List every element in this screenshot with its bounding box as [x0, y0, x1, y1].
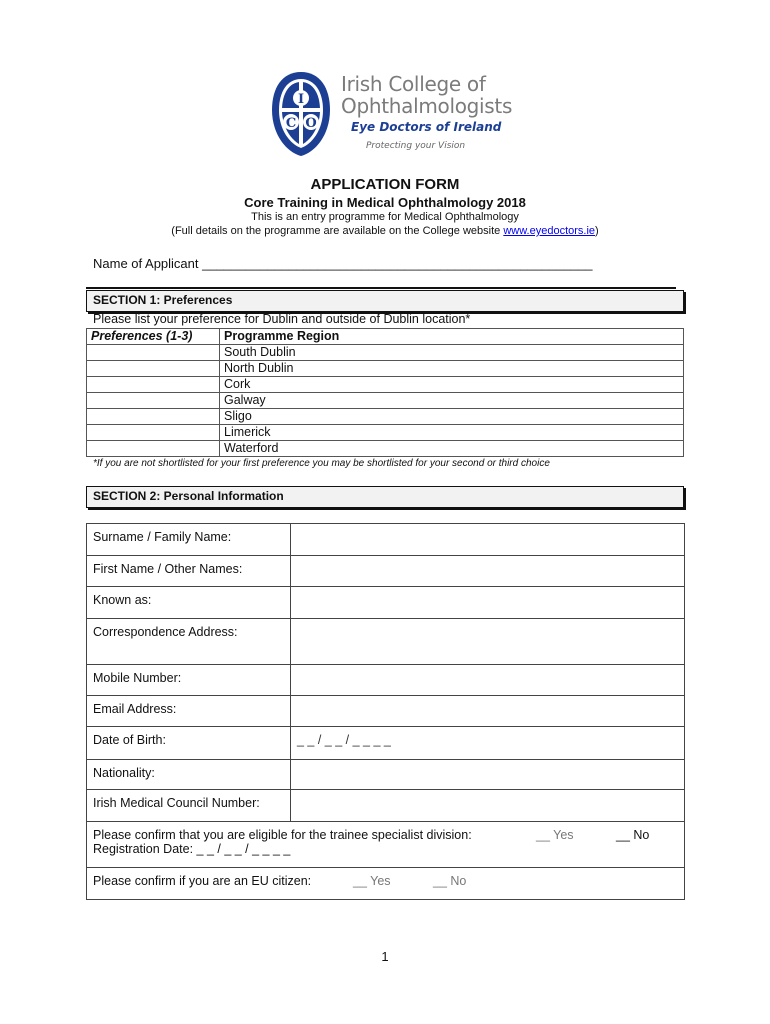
- table-row: [87, 619, 685, 665]
- table-row: [87, 696, 685, 727]
- first-name-input[interactable]: [291, 556, 685, 587]
- table-row: [87, 868, 685, 900]
- table-row: [87, 441, 684, 457]
- col-preferences: Preferences (1-3): [87, 329, 220, 345]
- crest-letter-o: O: [305, 116, 317, 131]
- mobile-input[interactable]: [291, 665, 685, 696]
- logo-college-name-line2: Ophthalmologists: [341, 94, 513, 118]
- address-label: Correspondence Address:: [87, 619, 291, 665]
- email-input[interactable]: [291, 696, 685, 727]
- preference-input-cork[interactable]: [87, 377, 220, 393]
- eu-citizen-yes-option[interactable]: __ Yes: [353, 874, 391, 888]
- crest-letter-c: C: [285, 116, 297, 131]
- preference-input-south-dublin[interactable]: [87, 345, 220, 361]
- imc-number-label: Irish Medical Council Number:: [87, 790, 291, 822]
- preference-input-galway[interactable]: [87, 393, 220, 409]
- region-cell: Waterford: [220, 441, 684, 457]
- section1-title: SECTION 1: Preferences: [93, 293, 233, 307]
- mobile-label: Mobile Number:: [87, 665, 291, 696]
- logo-tagline: Eye Doctors of Ireland: [351, 120, 502, 134]
- region-cell: North Dublin: [220, 361, 684, 377]
- region-cell: Limerick: [220, 425, 684, 441]
- eligibility-question: Please confirm that you are eligible for the trainee specialist division:: [93, 828, 472, 842]
- region-cell: Cork: [220, 377, 684, 393]
- section2-title: SECTION 2: Personal Information: [93, 489, 284, 503]
- table-row: [87, 425, 684, 441]
- details-prefix: (Full details on the programme are available on the College website: [171, 225, 504, 237]
- applicant-name-field[interactable]: Name of Applicant ______________________________________________________: [93, 256, 593, 271]
- first-name-label: First Name / Other Names:: [87, 556, 291, 587]
- table-row: [87, 822, 685, 868]
- shortlist-note: *If you are not shortlisted for your first preference you may be shortlisted for your second or third choice: [93, 458, 550, 469]
- eligibility-no-option[interactable]: __ No: [616, 828, 650, 842]
- table-row: [87, 587, 685, 619]
- dob-label: Date of Birth:: [87, 727, 291, 760]
- col-programme-region: Programme Region: [220, 329, 684, 345]
- logo-college-name-line1: Irish College of: [341, 72, 486, 96]
- college-crest-logo: [270, 70, 332, 158]
- table-row: [87, 524, 685, 556]
- dob-input[interactable]: _ _ / _ _ / _ _ _ _: [291, 727, 685, 760]
- nationality-label: Nationality:: [87, 760, 291, 790]
- imc-number-input[interactable]: [291, 790, 685, 822]
- region-cell: Sligo: [220, 409, 684, 425]
- eligibility-yes-option[interactable]: __ Yes: [536, 828, 574, 842]
- eu-citizen-no-option[interactable]: __ No: [433, 874, 467, 888]
- known-as-label: Known as:: [87, 587, 291, 619]
- region-cell: South Dublin: [220, 345, 684, 361]
- divider: [86, 287, 676, 289]
- table-row: [87, 760, 685, 790]
- registration-date-field[interactable]: Registration Date: _ _ / _ _ / _ _ _ _: [93, 842, 291, 856]
- table-row: [87, 377, 684, 393]
- eu-citizen-question: Please confirm if you are an EU citizen:: [93, 874, 312, 888]
- preferences-header-row: [87, 329, 684, 345]
- table-row: [87, 556, 685, 587]
- table-row: [87, 409, 684, 425]
- table-row: [87, 790, 685, 822]
- surname-label: Surname / Family Name:: [87, 524, 291, 556]
- email-label: Email Address:: [87, 696, 291, 727]
- table-row: [87, 665, 685, 696]
- surname-input[interactable]: [291, 524, 685, 556]
- known-as-input[interactable]: [291, 587, 685, 619]
- preference-input-waterford[interactable]: [87, 441, 220, 457]
- preference-input-north-dublin[interactable]: [87, 361, 220, 377]
- form-subtitle: Core Training in Medical Ophthalmology 2018: [244, 195, 526, 210]
- region-cell: Galway: [220, 393, 684, 409]
- section2-header: [86, 486, 684, 508]
- table-row: [87, 393, 684, 409]
- college-website-link[interactable]: www.eyedoctors.ie: [503, 225, 596, 237]
- eu-citizen-row: [87, 868, 685, 900]
- table-row: [87, 345, 684, 361]
- preferences-intro: Please list your preference for Dublin and outside of Dublin location*: [93, 312, 471, 326]
- personal-info-table: [86, 523, 685, 900]
- nationality-input[interactable]: [291, 760, 685, 790]
- logo-slogan: Protecting your Vision: [366, 141, 466, 151]
- programme-details-note: [85, 225, 685, 237]
- table-row: [87, 727, 685, 760]
- preference-input-limerick[interactable]: [87, 425, 220, 441]
- programme-description: This is an entry programme for Medical Ophthalmology: [251, 211, 519, 223]
- details-suffix: ): [595, 225, 599, 237]
- preferences-table: [86, 328, 684, 457]
- section1-header: [86, 290, 684, 312]
- form-title: APPLICATION FORM: [310, 176, 460, 193]
- eligibility-row: [87, 822, 685, 868]
- address-input[interactable]: [291, 619, 685, 665]
- preference-input-sligo[interactable]: [87, 409, 220, 425]
- crest-letter-i: I: [297, 92, 305, 107]
- page-number: 1: [381, 949, 389, 964]
- table-row: [87, 361, 684, 377]
